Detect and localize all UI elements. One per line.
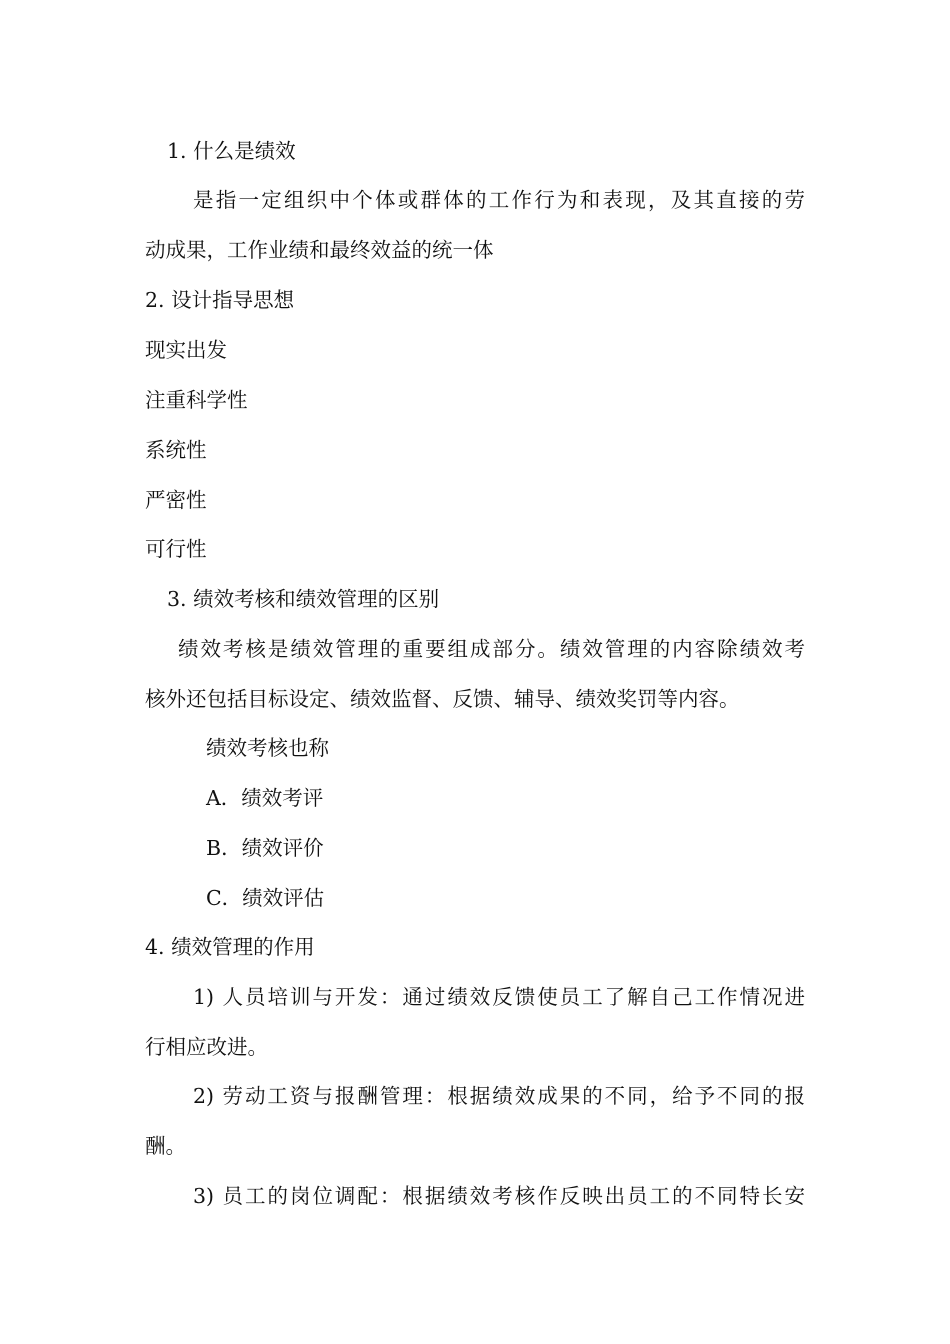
- section-4-item-3-line-1: 3) 员工的岗位调配：根据绩效考核作反映出员工的不同特长安: [193, 1184, 805, 1208]
- section-2-item-3: 系统性: [145, 438, 207, 462]
- section-3-paragraph-line-2: 核外还包括目标设定、绩效监督、反馈、辅导、绩效奖罚等内容。: [145, 687, 740, 711]
- section-1-heading: 1. 什么是绩效: [167, 139, 296, 163]
- section-3-option-a: A．绩效考评: [206, 786, 324, 810]
- section-4-heading: 4. 绩效管理的作用: [145, 935, 315, 959]
- section-2-heading: 2. 设计指导思想: [145, 288, 295, 312]
- section-3-option-b: B．绩效评价: [206, 836, 324, 860]
- section-4-item-1-line-2: 行相应改进。: [145, 1035, 268, 1059]
- section-2-item-2: 注重科学性: [145, 388, 248, 412]
- section-4-item-2-line-2: 酬。: [145, 1134, 186, 1158]
- section-2-item-5: 可行性: [145, 537, 207, 561]
- section-1-paragraph-line-1: 是指一定组织中个体或群体的工作行为和表现，及其直接的劳: [193, 188, 805, 212]
- section-2-item-1: 现实出发: [145, 338, 227, 362]
- section-3-paragraph-line-1: 绩效考核是绩效管理的重要组成部分。绩效管理的内容除绩效考: [178, 637, 805, 661]
- section-3-heading: 3. 绩效考核和绩效管理的区别: [167, 587, 440, 611]
- section-4-item-1-line-1: 1) 人员培训与开发：通过绩效反馈使员工了解自己工作情况进: [193, 985, 805, 1009]
- section-1-paragraph-line-2: 动成果，工作业绩和最终效益的统一体: [145, 238, 494, 262]
- section-3-alias-label: 绩效考核也称: [206, 736, 329, 760]
- section-4-item-2-line-1: 2) 劳动工资与报酬管理：根据绩效成果的不同，给予不同的报: [193, 1084, 805, 1108]
- section-2-item-4: 严密性: [145, 488, 207, 512]
- section-3-option-c: C．绩效评估: [206, 886, 325, 910]
